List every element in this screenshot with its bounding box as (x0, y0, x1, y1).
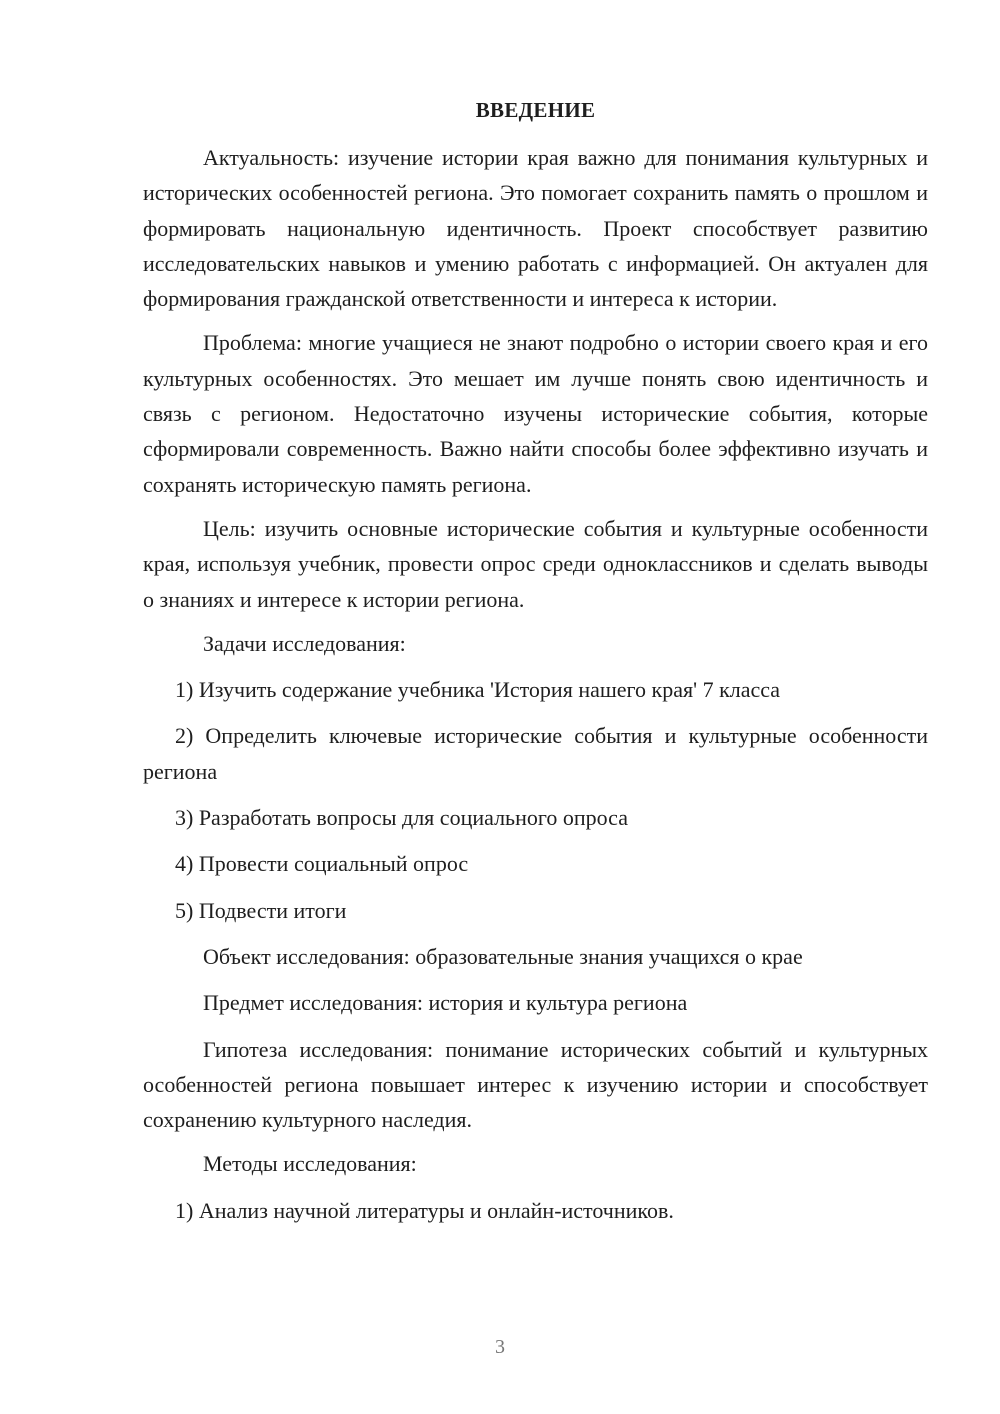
problem-paragraph: Проблема: многие учащиеся не знают подробно о истории своего края и его культурных особенностях. Это мешает им лучше понять свою идентичность и связь с регионом. Недостаточно изучены исторические события, которые сформировали современность. Важно найти способы более эффективно изучать и сохранять историческую память региона. (143, 330, 928, 497)
task-item: 3) Разработать вопросы для социального опроса (175, 805, 628, 831)
page-number: 3 (495, 1336, 505, 1358)
object-paragraph: Объект исследования: образовательные знания учащихся о крае (203, 943, 803, 969)
hypothesis-paragraph: Гипотеза исследования: понимание исторических событий и культурных особенностей региона повышает интерес к изучению истории и способствует сохранению культурного наследия. (143, 1036, 928, 1133)
task-item: 1) Изучить содержание учебника 'История нашего края' 7 класса (175, 677, 781, 703)
section-title: ВВЕДЕНИЕ (475, 98, 596, 122)
subject-paragraph: Предмет исследования: история и культура региона (203, 990, 688, 1016)
task-item: 5) Подвести итоги (175, 897, 347, 923)
tasks-heading: Задачи исследования: (203, 630, 406, 656)
task-item: 2) Определить ключевые исторические события и культурные особенности региона (143, 723, 928, 784)
goal-paragraph: Цель: изучить основные исторические события и культурные особенности края, используя учебник, провести опрос среди одноклассников и сделать выводы о знаниях и интересе к истории региона. (143, 515, 928, 612)
method-item: 1) Анализ научной литературы и онлайн-источников. (175, 1197, 674, 1223)
methods-heading: Методы исследования: (203, 1151, 417, 1177)
document-page (143, 90, 928, 1228)
relevance-paragraph: Актуальность: изучение истории края важно для понимания культурных и исторических особенностей региона. Это помогает сохранить память о прошлом и формировать национальную идентичность. Проект способствует развитию исследовательских навыков и умению работать с информацией. Он актуален для формирования гражданской ответственности и интереса к истории. (143, 145, 928, 312)
task-item: 4) Провести социальный опрос (175, 851, 469, 877)
